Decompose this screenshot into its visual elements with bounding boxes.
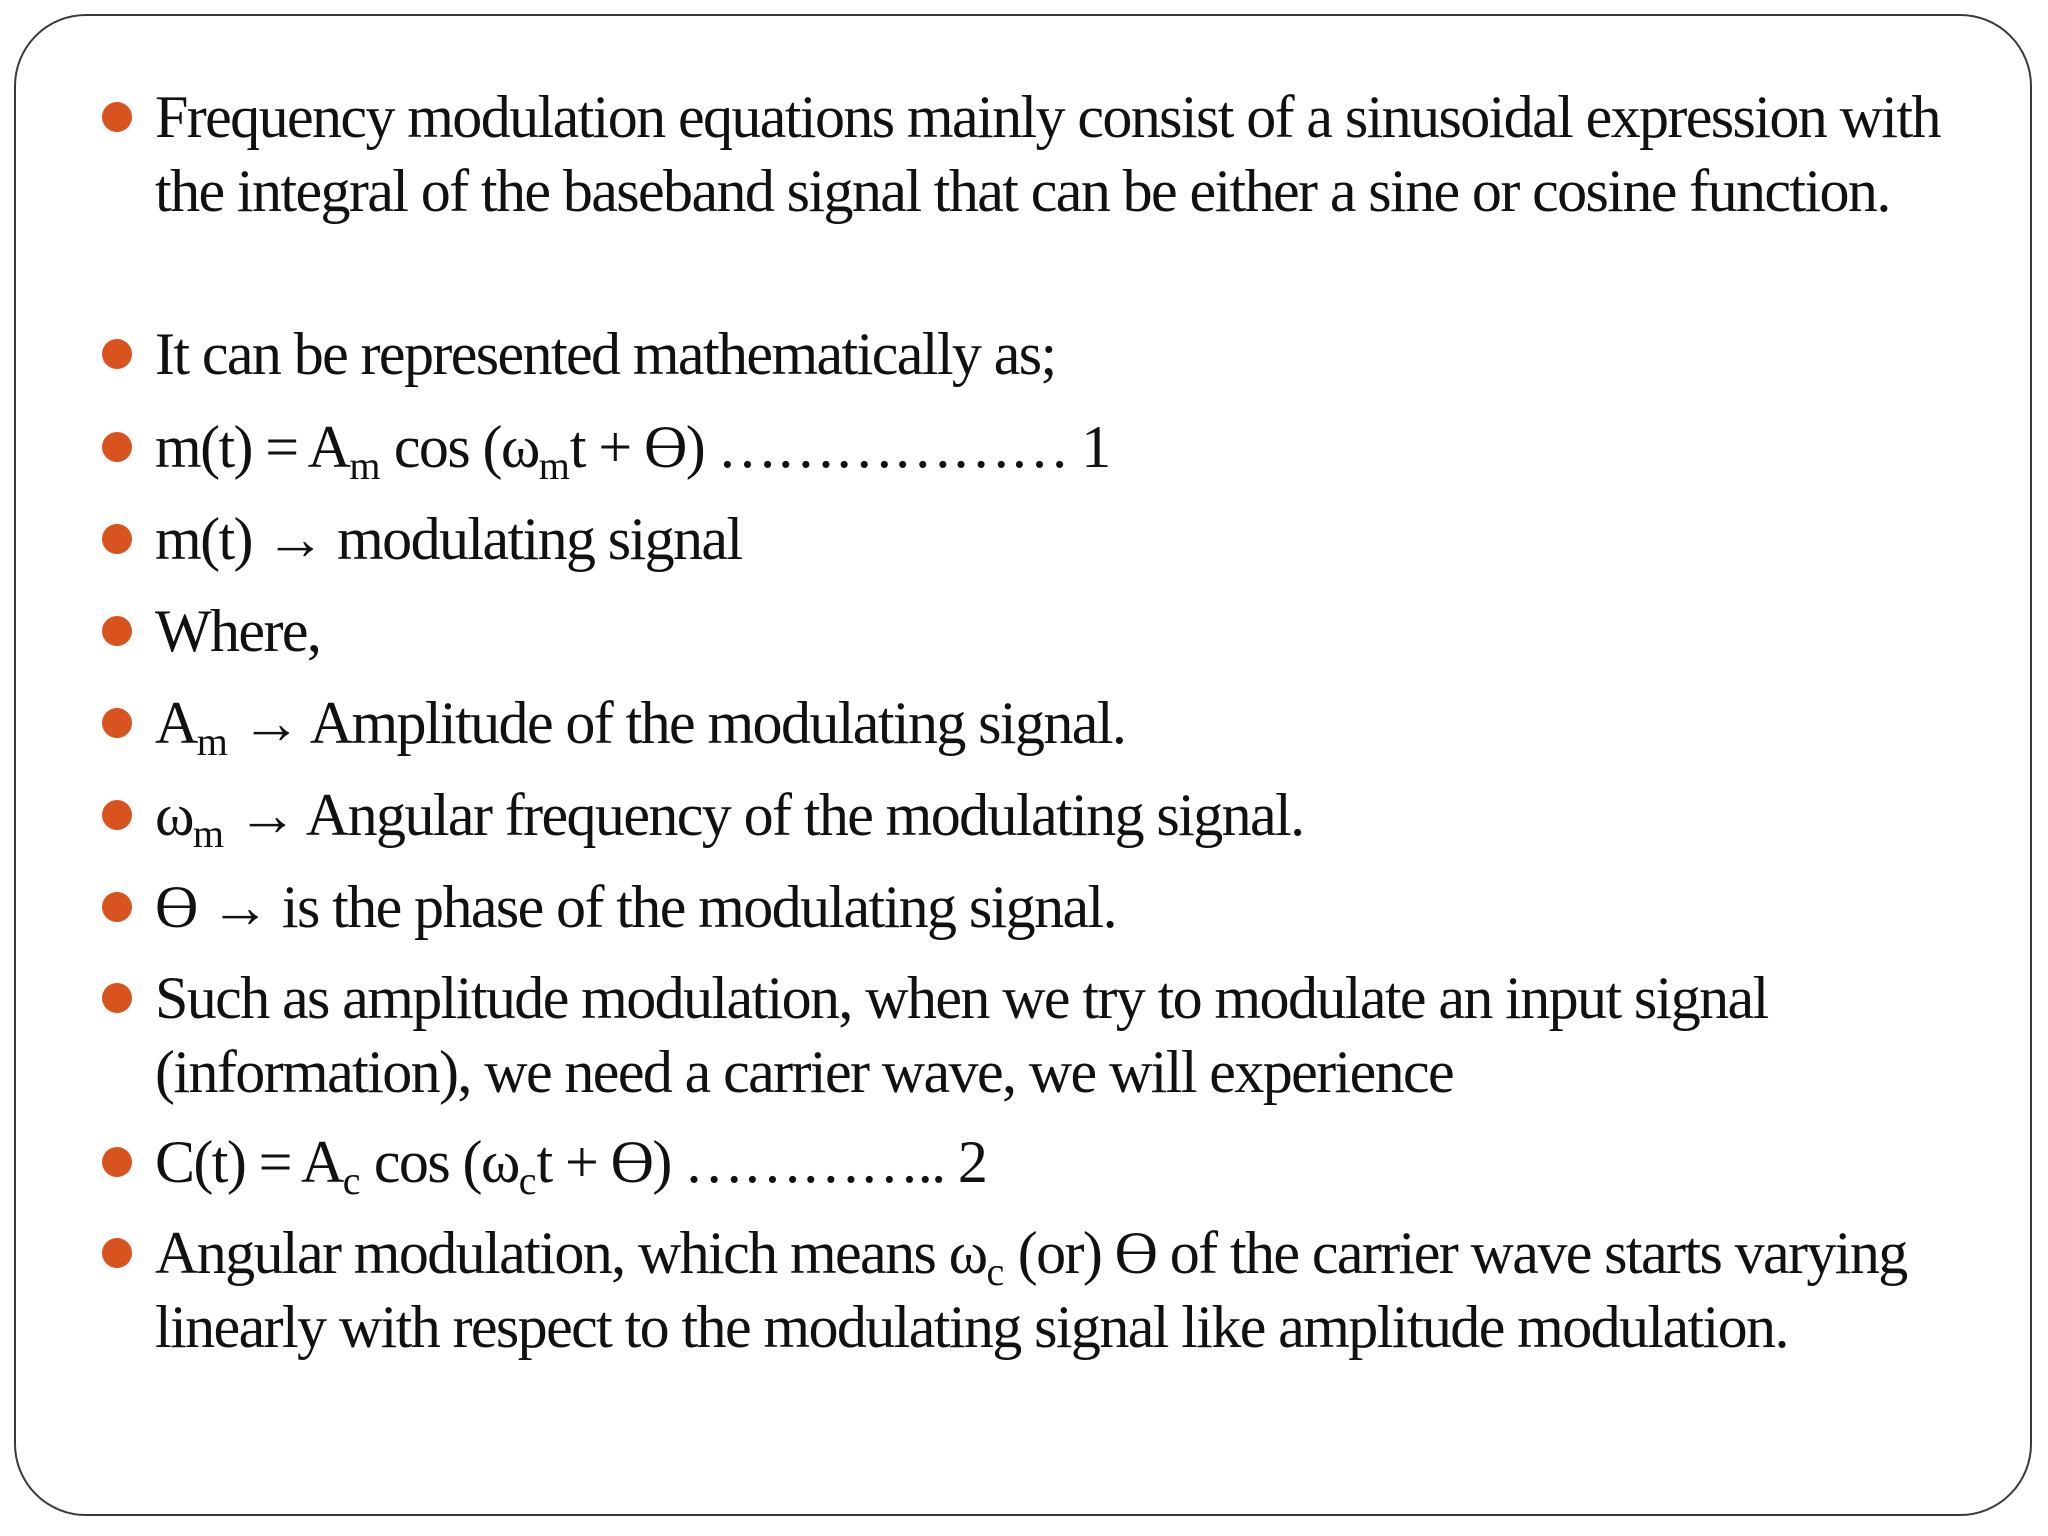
bullet-dot-icon [102, 524, 132, 554]
definition-part: → Angular frequency of the modulating signal. [224, 782, 1304, 848]
bullet-dot-icon [102, 616, 132, 646]
equation-message-signal [155, 410, 1985, 488]
equation-part: m(t) = A [155, 414, 350, 480]
bullet-text: It can be represented mathematically as; [155, 321, 1056, 387]
equation-part: t + ϴ) ……………… 1 [569, 414, 1110, 480]
bullet-text-part: (or) ϴ of the carrier wave starts varying linearly with respect to the modulating signal like amplitude modulation. [155, 1220, 1907, 1360]
definition-part: A [155, 690, 197, 756]
bullet-dot-icon [102, 1238, 132, 1268]
equation-subscript: m [538, 443, 570, 488]
bullet-dot-icon [102, 800, 132, 830]
bullet-text: m(t) → modulating signal [155, 506, 742, 572]
definition-subscript: m [196, 719, 228, 764]
bullet-dot-icon [102, 432, 132, 462]
definition-angular-frequency [155, 778, 1985, 856]
equation-subscript: c [342, 1158, 361, 1203]
bullet-text: Frequency modulation equations mainly consist of a sinusoidal expression with the integral of the baseband signal that can be either a sine or cosine function. [155, 84, 1940, 224]
equation-part: cos (ω [380, 414, 539, 480]
bullet-dot-icon [102, 708, 132, 738]
equation-subscript: c [518, 1158, 537, 1203]
bullet-text: Such as amplitude modulation, when we try to modulate an input signal (information), we need a carrier wave, we will experience [155, 965, 1768, 1105]
bullet-text: Where, [155, 598, 321, 664]
equation-part: t + ϴ) ………….. 2 [536, 1129, 987, 1195]
bullet-text-part: Angular modulation, which means ω [155, 1220, 987, 1286]
bullet-text-subscript: c [986, 1249, 1005, 1294]
equation-part: cos (ω [360, 1129, 519, 1195]
definition-part: → Amplitude of the modulating signal. [227, 690, 1126, 756]
equation-subscript: m [349, 443, 381, 488]
bullet-dot-icon [102, 102, 132, 132]
definition-amplitude [155, 686, 1985, 764]
equation-carrier-signal [155, 1125, 1985, 1203]
bullet-dot-icon [102, 892, 132, 922]
definition-subscript: m [192, 811, 225, 856]
bullet-dot-icon [102, 983, 132, 1013]
bullet-dot-icon [102, 1147, 132, 1177]
bullet-text-angular-modulation [155, 1216, 1985, 1364]
equation-part: C(t) = A [155, 1129, 343, 1195]
bullet-dot-icon [102, 339, 132, 369]
definition-part: ω [155, 782, 193, 848]
bullet-text: ϴ → is the phase of the modulating signal. [155, 874, 1116, 940]
